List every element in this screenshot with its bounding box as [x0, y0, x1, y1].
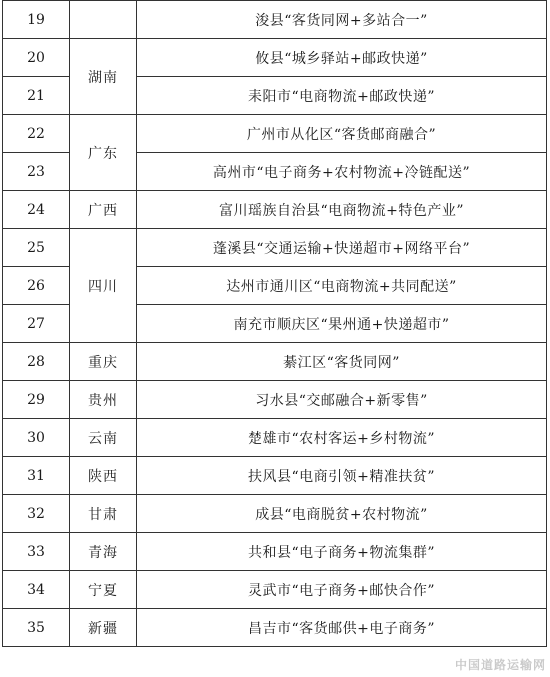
- project-name: 扶风县“电商引领+精准扶贫”: [137, 457, 547, 495]
- project-table: [2, 0, 547, 647]
- row-number: 23: [3, 153, 70, 191]
- province-cell: 陕西: [70, 457, 137, 495]
- project-name: 楚雄市“农村客运+乡村物流”: [137, 419, 547, 457]
- row-number: 24: [3, 191, 70, 229]
- row-number: 32: [3, 495, 70, 533]
- table-row: [3, 609, 547, 647]
- project-name: 高州市“电子商务+农村物流+冷链配送”: [137, 153, 547, 191]
- row-number: 21: [3, 77, 70, 115]
- row-number: 35: [3, 609, 70, 647]
- province-cell: 广西: [70, 191, 137, 229]
- project-name: 广州市从化区“客货邮商融合”: [137, 115, 547, 153]
- table-row: [3, 115, 547, 153]
- table-row: [3, 571, 547, 609]
- row-number: 31: [3, 457, 70, 495]
- project-name: 成县“电商脱贫+农村物流”: [137, 495, 547, 533]
- province-cell: 新疆: [70, 609, 137, 647]
- province-cell: 贵州: [70, 381, 137, 419]
- row-number: 20: [3, 39, 70, 77]
- province-cell: 青海: [70, 533, 137, 571]
- table-row: [3, 1, 547, 39]
- province-cell: [70, 1, 137, 39]
- row-number: 25: [3, 229, 70, 267]
- table-row: [3, 457, 547, 495]
- project-name: 攸县“城乡驿站+邮政快递”: [137, 39, 547, 77]
- row-number: 34: [3, 571, 70, 609]
- row-number: 19: [3, 1, 70, 39]
- project-name: 綦江区“客货同网”: [137, 343, 547, 381]
- table-row: [3, 419, 547, 457]
- project-name: 灵武市“电子商务+邮快合作”: [137, 571, 547, 609]
- province-cell: 四川: [70, 229, 137, 343]
- project-name: 浚县“客货同网+多站合一”: [137, 1, 547, 39]
- province-cell: 云南: [70, 419, 137, 457]
- project-name: 富川瑶族自治县“电商物流+特色产业”: [137, 191, 547, 229]
- province-cell: 湖南: [70, 39, 137, 115]
- project-name: 蓬溪县“交通运输+快递超市+网络平台”: [137, 229, 547, 267]
- table-row: [3, 39, 547, 77]
- project-name: 南充市顺庆区“果州通+快递超市”: [137, 305, 547, 343]
- row-number: 28: [3, 343, 70, 381]
- table-row: [3, 343, 547, 381]
- project-name: 耒阳市“电商物流+邮政快递”: [137, 77, 547, 115]
- project-name: 昌吉市“客货邮供+电子商务”: [137, 609, 547, 647]
- table-row: [3, 381, 547, 419]
- province-cell: 重庆: [70, 343, 137, 381]
- row-number: 30: [3, 419, 70, 457]
- row-number: 26: [3, 267, 70, 305]
- project-name: 共和县“电子商务+物流集群”: [137, 533, 547, 571]
- row-number: 27: [3, 305, 70, 343]
- row-number: 22: [3, 115, 70, 153]
- table-row: [3, 533, 547, 571]
- watermark: 中国道路运输网: [454, 658, 546, 672]
- province-cell: 广东: [70, 115, 137, 191]
- row-number: 29: [3, 381, 70, 419]
- table-row: [3, 229, 547, 267]
- project-name: 达州市通川区“电商物流+共同配送”: [137, 267, 547, 305]
- table-row: [3, 495, 547, 533]
- table-row: [3, 191, 547, 229]
- project-name: 习水县“交邮融合+新零售”: [137, 381, 547, 419]
- row-number: 33: [3, 533, 70, 571]
- province-cell: 甘肃: [70, 495, 137, 533]
- province-cell: 宁夏: [70, 571, 137, 609]
